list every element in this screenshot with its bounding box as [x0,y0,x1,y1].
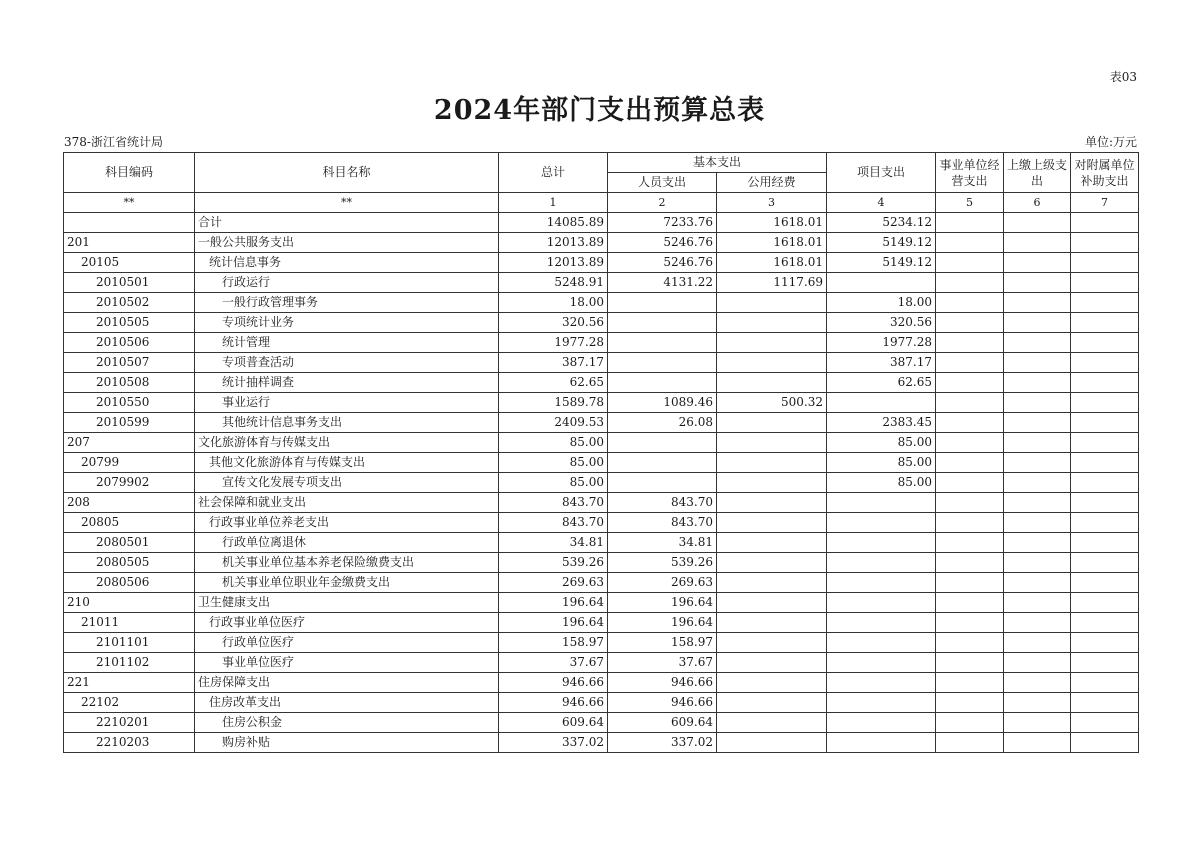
cell-subsidy [1071,393,1139,413]
cell-project [827,733,936,753]
cell-total: 1977.28 [499,333,608,353]
cell-name: 一般行政管理事务 [195,293,499,313]
cell-project [827,593,936,613]
cell-business [936,593,1004,613]
cell-name: 统计抽样调查 [195,373,499,393]
cell-public [717,453,827,473]
cell-upper [1004,733,1071,753]
organization-label: 378-浙江省统计局 [64,135,163,149]
cell-name: 专项普查活动 [195,353,499,373]
cell-total: 946.66 [499,673,608,693]
cell-personnel: 539.26 [608,553,717,573]
index-cell: 7 [1071,193,1139,213]
header-subsidy: 对附属单位补助支出 [1071,153,1139,193]
cell-personnel: 158.97 [608,633,717,653]
cell-code: 210 [64,593,195,613]
cell-subsidy [1071,533,1139,553]
cell-personnel: 609.64 [608,713,717,733]
cell-code: 2080505 [64,553,195,573]
cell-project: 2383.45 [827,413,936,433]
cell-total: 539.26 [499,553,608,573]
cell-business [936,733,1004,753]
table-row [64,513,1139,533]
cell-subsidy [1071,513,1139,533]
cell-name: 统计管理 [195,333,499,353]
cell-code: 2101102 [64,653,195,673]
cell-subsidy [1071,553,1139,573]
cell-business [936,653,1004,673]
cell-total: 85.00 [499,433,608,453]
cell-business [936,313,1004,333]
cell-upper [1004,493,1071,513]
cell-subsidy [1071,633,1139,653]
cell-public [717,333,827,353]
index-cell: 6 [1004,193,1071,213]
cell-name: 一般公共服务支出 [195,233,499,253]
cell-upper [1004,513,1071,533]
index-cell: 2 [608,193,717,213]
cell-project [827,713,936,733]
table-row [64,293,1139,313]
cell-subsidy [1071,433,1139,453]
cell-name: 行政单位医疗 [195,633,499,653]
cell-name: 住房公积金 [195,713,499,733]
cell-subsidy [1071,373,1139,393]
index-cell: 3 [717,193,827,213]
cell-project [827,533,936,553]
cell-upper [1004,633,1071,653]
cell-total: 946.66 [499,693,608,713]
cell-total: 196.64 [499,613,608,633]
cell-project [827,493,936,513]
table-row [64,713,1139,733]
cell-name: 社会保障和就业支出 [195,493,499,513]
cell-subsidy [1071,613,1139,633]
budget-table [63,152,1139,753]
cell-code: 2079902 [64,473,195,493]
cell-project: 18.00 [827,293,936,313]
cell-project [827,553,936,573]
cell-personnel: 269.63 [608,573,717,593]
cell-code: 21011 [64,613,195,633]
cell-total: 196.64 [499,593,608,613]
cell-code: 207 [64,433,195,453]
table-row [64,673,1139,693]
cell-subsidy [1071,353,1139,373]
cell-personnel [608,333,717,353]
cell-upper [1004,273,1071,293]
cell-project [827,653,936,673]
cell-project [827,573,936,593]
cell-code: 20799 [64,453,195,473]
cell-name: 行政单位离退休 [195,533,499,553]
cell-name: 住房保障支出 [195,673,499,693]
cell-personnel: 196.64 [608,613,717,633]
cell-project [827,673,936,693]
cell-personnel: 26.08 [608,413,717,433]
cell-project [827,393,936,413]
cell-upper [1004,293,1071,313]
cell-personnel: 946.66 [608,693,717,713]
cell-subsidy [1071,573,1139,593]
cell-upper [1004,713,1071,733]
cell-public [717,433,827,453]
table-row [64,553,1139,573]
cell-project: 62.65 [827,373,936,393]
cell-public [717,533,827,553]
cell-total: 34.81 [499,533,608,553]
cell-code: 2010506 [64,333,195,353]
cell-project [827,613,936,633]
table-row [64,233,1139,253]
cell-project: 5149.12 [827,233,936,253]
cell-upper [1004,613,1071,633]
cell-upper [1004,473,1071,493]
cell-total: 85.00 [499,473,608,493]
cell-subsidy [1071,673,1139,693]
cell-personnel: 5246.76 [608,233,717,253]
cell-project [827,513,936,533]
cell-personnel [608,373,717,393]
cell-total: 12013.89 [499,233,608,253]
cell-business [936,613,1004,633]
cell-personnel: 34.81 [608,533,717,553]
cell-project: 85.00 [827,453,936,473]
cell-business [936,713,1004,733]
cell-subsidy [1071,273,1139,293]
cell-name: 其他统计信息事务支出 [195,413,499,433]
cell-upper [1004,533,1071,553]
cell-business [936,333,1004,353]
cell-business [936,393,1004,413]
cell-public [717,353,827,373]
cell-name: 事业单位医疗 [195,653,499,673]
table-row [64,433,1139,453]
cell-public: 1618.01 [717,253,827,273]
cell-business [936,233,1004,253]
cell-name: 行政运行 [195,273,499,293]
cell-subsidy [1071,653,1139,673]
page-title: 2024年部门支出预算总表 [433,95,766,126]
cell-total: 12013.89 [499,253,608,273]
cell-upper [1004,573,1071,593]
cell-personnel [608,433,717,453]
cell-name: 其他文化旅游体育与传媒支出 [195,453,499,473]
cell-public [717,493,827,513]
cell-public: 1117.69 [717,273,827,293]
cell-business [936,413,1004,433]
cell-subsidy [1071,313,1139,333]
cell-code: 2010550 [64,393,195,413]
cell-total: 37.67 [499,653,608,673]
cell-name: 统计信息事务 [195,253,499,273]
cell-name: 行政事业单位养老支出 [195,513,499,533]
cell-personnel [608,293,717,313]
cell-name: 专项统计业务 [195,313,499,333]
table-row [64,733,1139,753]
cell-code: 22102 [64,693,195,713]
table-row [64,373,1139,393]
table-row [64,593,1139,613]
table-row [64,573,1139,593]
cell-project [827,693,936,713]
cell-upper [1004,333,1071,353]
cell-total: 18.00 [499,293,608,313]
cell-business [936,533,1004,553]
cell-public [717,733,827,753]
cell-upper [1004,313,1071,333]
cell-business [936,373,1004,393]
index-cell: 1 [499,193,608,213]
cell-name: 购房补贴 [195,733,499,753]
cell-personnel: 946.66 [608,673,717,693]
cell-subsidy [1071,333,1139,353]
cell-total: 2409.53 [499,413,608,433]
cell-personnel: 843.70 [608,513,717,533]
table-row [64,473,1139,493]
header-business: 事业单位经营支出 [936,153,1004,193]
table-row [64,493,1139,513]
cell-upper [1004,233,1071,253]
header-public: 公用经费 [717,173,827,193]
cell-personnel [608,473,717,493]
cell-project: 85.00 [827,433,936,453]
cell-business [936,293,1004,313]
cell-public [717,513,827,533]
cell-business [936,493,1004,513]
cell-total: 1589.78 [499,393,608,413]
table-row [64,613,1139,633]
cell-name: 宣传文化发展专项支出 [195,473,499,493]
cell-code: 2210203 [64,733,195,753]
cell-subsidy [1071,453,1139,473]
cell-name: 事业运行 [195,393,499,413]
cell-public: 500.32 [717,393,827,413]
cell-total: 85.00 [499,453,608,473]
cell-upper [1004,373,1071,393]
cell-code: 2010502 [64,293,195,313]
cell-public: 1618.01 [717,233,827,253]
cell-total: 843.70 [499,493,608,513]
cell-code: 2080506 [64,573,195,593]
cell-subsidy [1071,733,1139,753]
unit-label: 单位:万元 [1084,135,1137,149]
cell-business [936,633,1004,653]
header-personnel: 人员支出 [608,173,717,193]
cell-code: 208 [64,493,195,513]
index-cell: ** [195,193,499,213]
table-row [64,353,1139,373]
table-row [64,213,1139,233]
index-cell: 4 [827,193,936,213]
table-row [64,633,1139,653]
cell-project [827,633,936,653]
cell-code: 20805 [64,513,195,533]
cell-name: 文化旅游体育与传媒支出 [195,433,499,453]
cell-business [936,253,1004,273]
table-row [64,653,1139,673]
cell-business [936,453,1004,473]
table-row [64,333,1139,353]
cell-personnel [608,313,717,333]
index-cell: ** [64,193,195,213]
cell-public [717,593,827,613]
cell-upper [1004,393,1071,413]
cell-personnel [608,453,717,473]
cell-total: 14085.89 [499,213,608,233]
header-project: 项目支出 [827,153,936,193]
table-number: 表03 [1109,70,1137,84]
cell-personnel: 337.02 [608,733,717,753]
cell-project: 5234.12 [827,213,936,233]
cell-subsidy [1071,233,1139,253]
cell-personnel: 196.64 [608,593,717,613]
cell-public [717,713,827,733]
header-code: 科目编码 [64,153,195,193]
header-upper: 上缴上级支出 [1004,153,1071,193]
cell-public [717,413,827,433]
cell-public [717,373,827,393]
table-row [64,693,1139,713]
cell-project: 5149.12 [827,253,936,273]
cell-code: 2010599 [64,413,195,433]
cell-project: 320.56 [827,313,936,333]
cell-total: 843.70 [499,513,608,533]
cell-name: 合计 [195,213,499,233]
cell-public [717,673,827,693]
cell-public [717,553,827,573]
table-row [64,253,1139,273]
cell-upper [1004,693,1071,713]
cell-business [936,693,1004,713]
cell-public [717,573,827,593]
cell-business [936,213,1004,233]
cell-subsidy [1071,213,1139,233]
table-row [64,413,1139,433]
cell-total: 62.65 [499,373,608,393]
cell-total: 337.02 [499,733,608,753]
cell-public [717,293,827,313]
cell-subsidy [1071,713,1139,733]
cell-code: 2010507 [64,353,195,373]
cell-name: 卫生健康支出 [195,593,499,613]
cell-personnel: 37.67 [608,653,717,673]
cell-project: 1977.28 [827,333,936,353]
cell-name: 机关事业单位基本养老保险缴费支出 [195,553,499,573]
cell-project: 387.17 [827,353,936,373]
cell-business [936,433,1004,453]
cell-upper [1004,553,1071,573]
cell-total: 387.17 [499,353,608,373]
cell-subsidy [1071,413,1139,433]
index-cell: 5 [936,193,1004,213]
cell-business [936,553,1004,573]
cell-business [936,673,1004,693]
header-total: 总计 [499,153,608,193]
cell-code: 2101101 [64,633,195,653]
cell-business [936,513,1004,533]
cell-upper [1004,433,1071,453]
cell-subsidy [1071,473,1139,493]
cell-subsidy [1071,253,1139,273]
cell-subsidy [1071,293,1139,313]
table-row [64,393,1139,413]
table-row [64,453,1139,473]
cell-personnel [608,353,717,373]
cell-public: 1618.01 [717,213,827,233]
cell-business [936,353,1004,373]
cell-upper [1004,673,1071,693]
cell-personnel: 4131.22 [608,273,717,293]
cell-business [936,273,1004,293]
table-row [64,273,1139,293]
cell-name: 住房改革支出 [195,693,499,713]
cell-public [717,473,827,493]
cell-personnel: 5246.76 [608,253,717,273]
table-row [64,313,1139,333]
cell-code [64,213,195,233]
cell-subsidy [1071,593,1139,613]
cell-public [717,653,827,673]
cell-total: 158.97 [499,633,608,653]
cell-upper [1004,353,1071,373]
cell-upper [1004,413,1071,433]
cell-code: 201 [64,233,195,253]
cell-name: 行政事业单位医疗 [195,613,499,633]
cell-code: 2010501 [64,273,195,293]
cell-personnel: 843.70 [608,493,717,513]
cell-business [936,473,1004,493]
cell-total: 320.56 [499,313,608,333]
cell-upper [1004,453,1071,473]
cell-project [827,273,936,293]
cell-business [936,573,1004,593]
index-row [64,193,1139,213]
cell-code: 2010505 [64,313,195,333]
cell-upper [1004,653,1071,673]
header-basic: 基本支出 [608,153,827,173]
cell-name: 机关事业单位职业年金缴费支出 [195,573,499,593]
cell-total: 5248.91 [499,273,608,293]
table-row [64,533,1139,553]
header-name: 科目名称 [195,153,499,193]
cell-upper [1004,593,1071,613]
cell-code: 2210201 [64,713,195,733]
cell-code: 20105 [64,253,195,273]
cell-code: 221 [64,673,195,693]
cell-upper [1004,253,1071,273]
cell-personnel: 1089.46 [608,393,717,413]
cell-public [717,693,827,713]
cell-personnel: 7233.76 [608,213,717,233]
cell-project: 85.00 [827,473,936,493]
cell-upper [1004,213,1071,233]
cell-subsidy [1071,493,1139,513]
cell-public [717,313,827,333]
cell-code: 2080501 [64,533,195,553]
cell-total: 269.63 [499,573,608,593]
cell-subsidy [1071,693,1139,713]
cell-code: 2010508 [64,373,195,393]
cell-total: 609.64 [499,713,608,733]
cell-public [717,613,827,633]
cell-public [717,633,827,653]
